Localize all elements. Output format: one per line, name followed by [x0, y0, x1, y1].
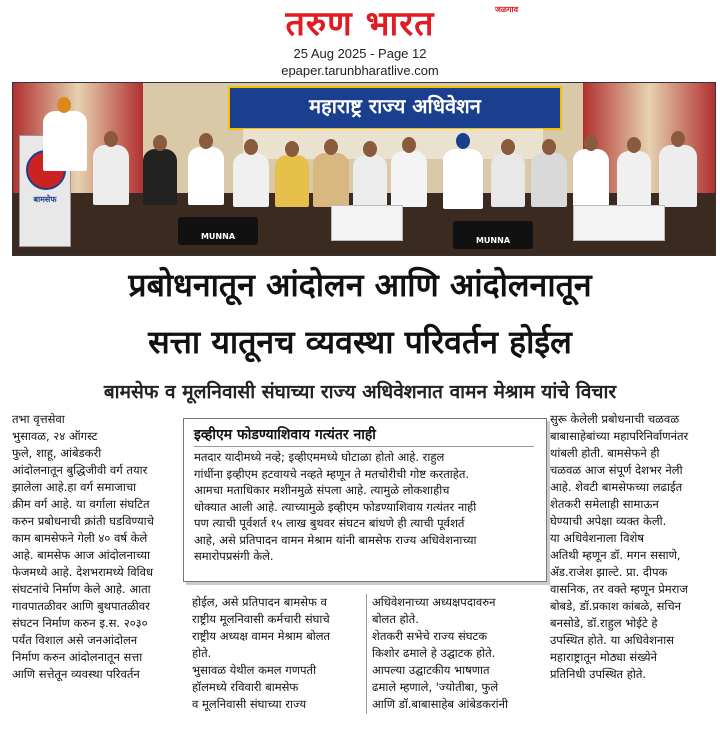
person-head [402, 137, 416, 153]
newspaper-logo [245, 4, 519, 44]
event-banner [228, 86, 562, 130]
article-column-1: तभा वृत्तसेवा भुसावळ, २४ ऑगस्ट फुले, शाहू, आंबेडकरी आंदोलनातून बुद्धिजीवी वर्ग तयार झालेला आहे.हा वर्ग समाजाचा क्रीम वर्ग आहे. या वर्गाला संघटित करुन प्रबोधनाची क्रांती घडविण्याचे काम बामसेफने गेली ४० वर्ष केले आहे. बामसेफ आज आंदोलनाच्या फेजमध्ये आहे. देशभरामध्ये विविध संघटनांचे निर्माण केले आहे. आता गावपातळीवर आणि बुथपातळीवर संघटन निर्माण करुन इ.स. २०३० पर्यंत विशाल असे जनआंदोलन निर्माण करुन आंदोलनातून सत्ता आणि सत्तेतून व्यवस्था परिवर्तन [12, 412, 154, 681]
audience-person [275, 155, 309, 207]
edition-date: 25 Aug 2025 - Page 12 [293, 46, 427, 61]
person-head [627, 137, 641, 153]
masthead [0, 0, 720, 80]
stage-table [573, 205, 665, 241]
event-photo [12, 82, 716, 256]
logo-tagline: जळगाव [495, 5, 519, 14]
loudspeaker [453, 221, 533, 249]
audience-person [617, 151, 651, 207]
headline-line-1: प्रबोधनातून आंदोलन आणि आंदोलनातून [128, 266, 592, 304]
person-head [363, 141, 377, 157]
article-column-2: होईल, असे प्रतिपादन बामसेफ व राष्ट्रीय मूलनिवासी कर्मचारी संघाचे राष्ट्रीय अध्यक्ष वामन मेश्राम बोलत होते. भुसावळ येथील कमल गणपती हॉलमध्ये रविवारी बामसेफ व मूलनिवासी संघाच्या राज्य [192, 595, 331, 711]
person-head [542, 139, 556, 155]
audience-person [659, 145, 697, 207]
subheadline: बामसेफ व मूलनिवासी संघाच्या राज्य अधिवेशनात वामन मेश्राम यांचे विचार [103, 381, 617, 403]
person-head [501, 139, 515, 155]
logo-text: तरुण भारत [285, 4, 435, 44]
epaper-url: epaper.tarunbharatlive.com [281, 63, 439, 78]
person-head [584, 135, 598, 151]
article-column-4: सुरू केलेली प्रबोधनाची चळवळ बाबासाहेबांच्या महापरिनिर्वाणनंतर थांबली होती. बामसेफने ही चळवळ आज संपूर्ण देशभर नेली आहे. शेवटी बामसेफच्या लढाईत शेतकरी समेलाही सामाऊन घेण्याची अपेक्षा व्यक्त केली. या अधिवेशनाला विशेष अतिथी म्हणून डॉ. मगन ससाणे, ॲड.राजेश झाल्टे. प्रा. दीपक वासनिक, तर वक्ते म्हणून प्रेमराज बोबडे, डॉ.प्रकाश कांबळे, सचिन बनसोडे, डॉ.राहुल भोईटे हे उपस्थित होते. या अधिवेशनास महाराष्ट्रातून मोठ्या संख्येने प्रतिनिधी उपस्थित होते. [550, 412, 689, 681]
banner-title: महाराष्ट्र राज्य अधिवेशन [309, 94, 481, 118]
audience-person [353, 155, 387, 207]
turban-head [456, 133, 470, 149]
sidebar-box-divider [194, 446, 534, 447]
audience-person [573, 149, 609, 207]
person-head [153, 135, 167, 151]
sidebar-box [183, 418, 547, 582]
audience-person [491, 153, 525, 207]
speaker-brand: MUNNA [200, 232, 236, 241]
headline-line-2: सत्ता यातूनच व्यवस्था परिवर्तन होईल [148, 323, 572, 361]
person-head [199, 133, 213, 149]
speaker-turban-head [57, 97, 71, 113]
speaker-person [43, 111, 87, 171]
stage-table [331, 205, 403, 241]
audience-person [93, 145, 129, 205]
sidebar-box-body: मतदार यादीमध्ये नव्हे; इव्हीएममध्ये घोटाळा होतो आहे. राहुल गांधींना इव्हीएम हटवायचे नव्हते म्हणून ते मतचोरीची गोष्ट करताहेत. आमचा मताधिकार मशीनमुळे संपला आहे. त्यामुळे लोकशाहीच धोक्यात आली आहे. त्याच्यामुळे इव्हीएम फोडण्याशिवाय गत्यंतर नाही पण त्याची पूर्वशर्त १५ लाख बुथवर संघटन बांधणे ही त्याची पूर्वशर्त आहे, असे प्रतिपादन वामन मेश्राम यांनी बामसेफ राज्य अधिवेशनाच्या समारोपप्रसंगी केले. [194, 450, 477, 563]
person-head [285, 141, 299, 157]
audience-person [391, 151, 427, 207]
podium-label: बामसेफ [33, 195, 57, 204]
person-head [244, 139, 258, 155]
column-divider [366, 594, 367, 714]
audience-person [233, 153, 269, 207]
sidebar-box-title: इव्हीएम फोडण्याशिवाय गत्यंतर नाही [194, 427, 376, 443]
audience-person [443, 149, 483, 209]
article-column-3: अधिवेशनाच्या अध्यक्षपदावरुन बोलत होते. शेतकरी सभेचे राज्य संघटक किशोर ढमाले हे उद्घाटक होते. आपल्या उद्घाटकीय भाषणात ढमाले म्हणाले, 'ज्योतीबा, फुले आणि डॉ.बाबासाहेब आंबेडकरांनी [372, 595, 509, 711]
person-head [324, 139, 338, 155]
person-head [671, 131, 685, 147]
loudspeaker [178, 217, 258, 245]
audience-person [313, 153, 349, 207]
audience-person [143, 149, 177, 205]
audience-person [531, 153, 567, 207]
speaker-brand: MUNNA [475, 236, 511, 245]
person-head [104, 131, 118, 147]
audience-person [188, 147, 224, 205]
